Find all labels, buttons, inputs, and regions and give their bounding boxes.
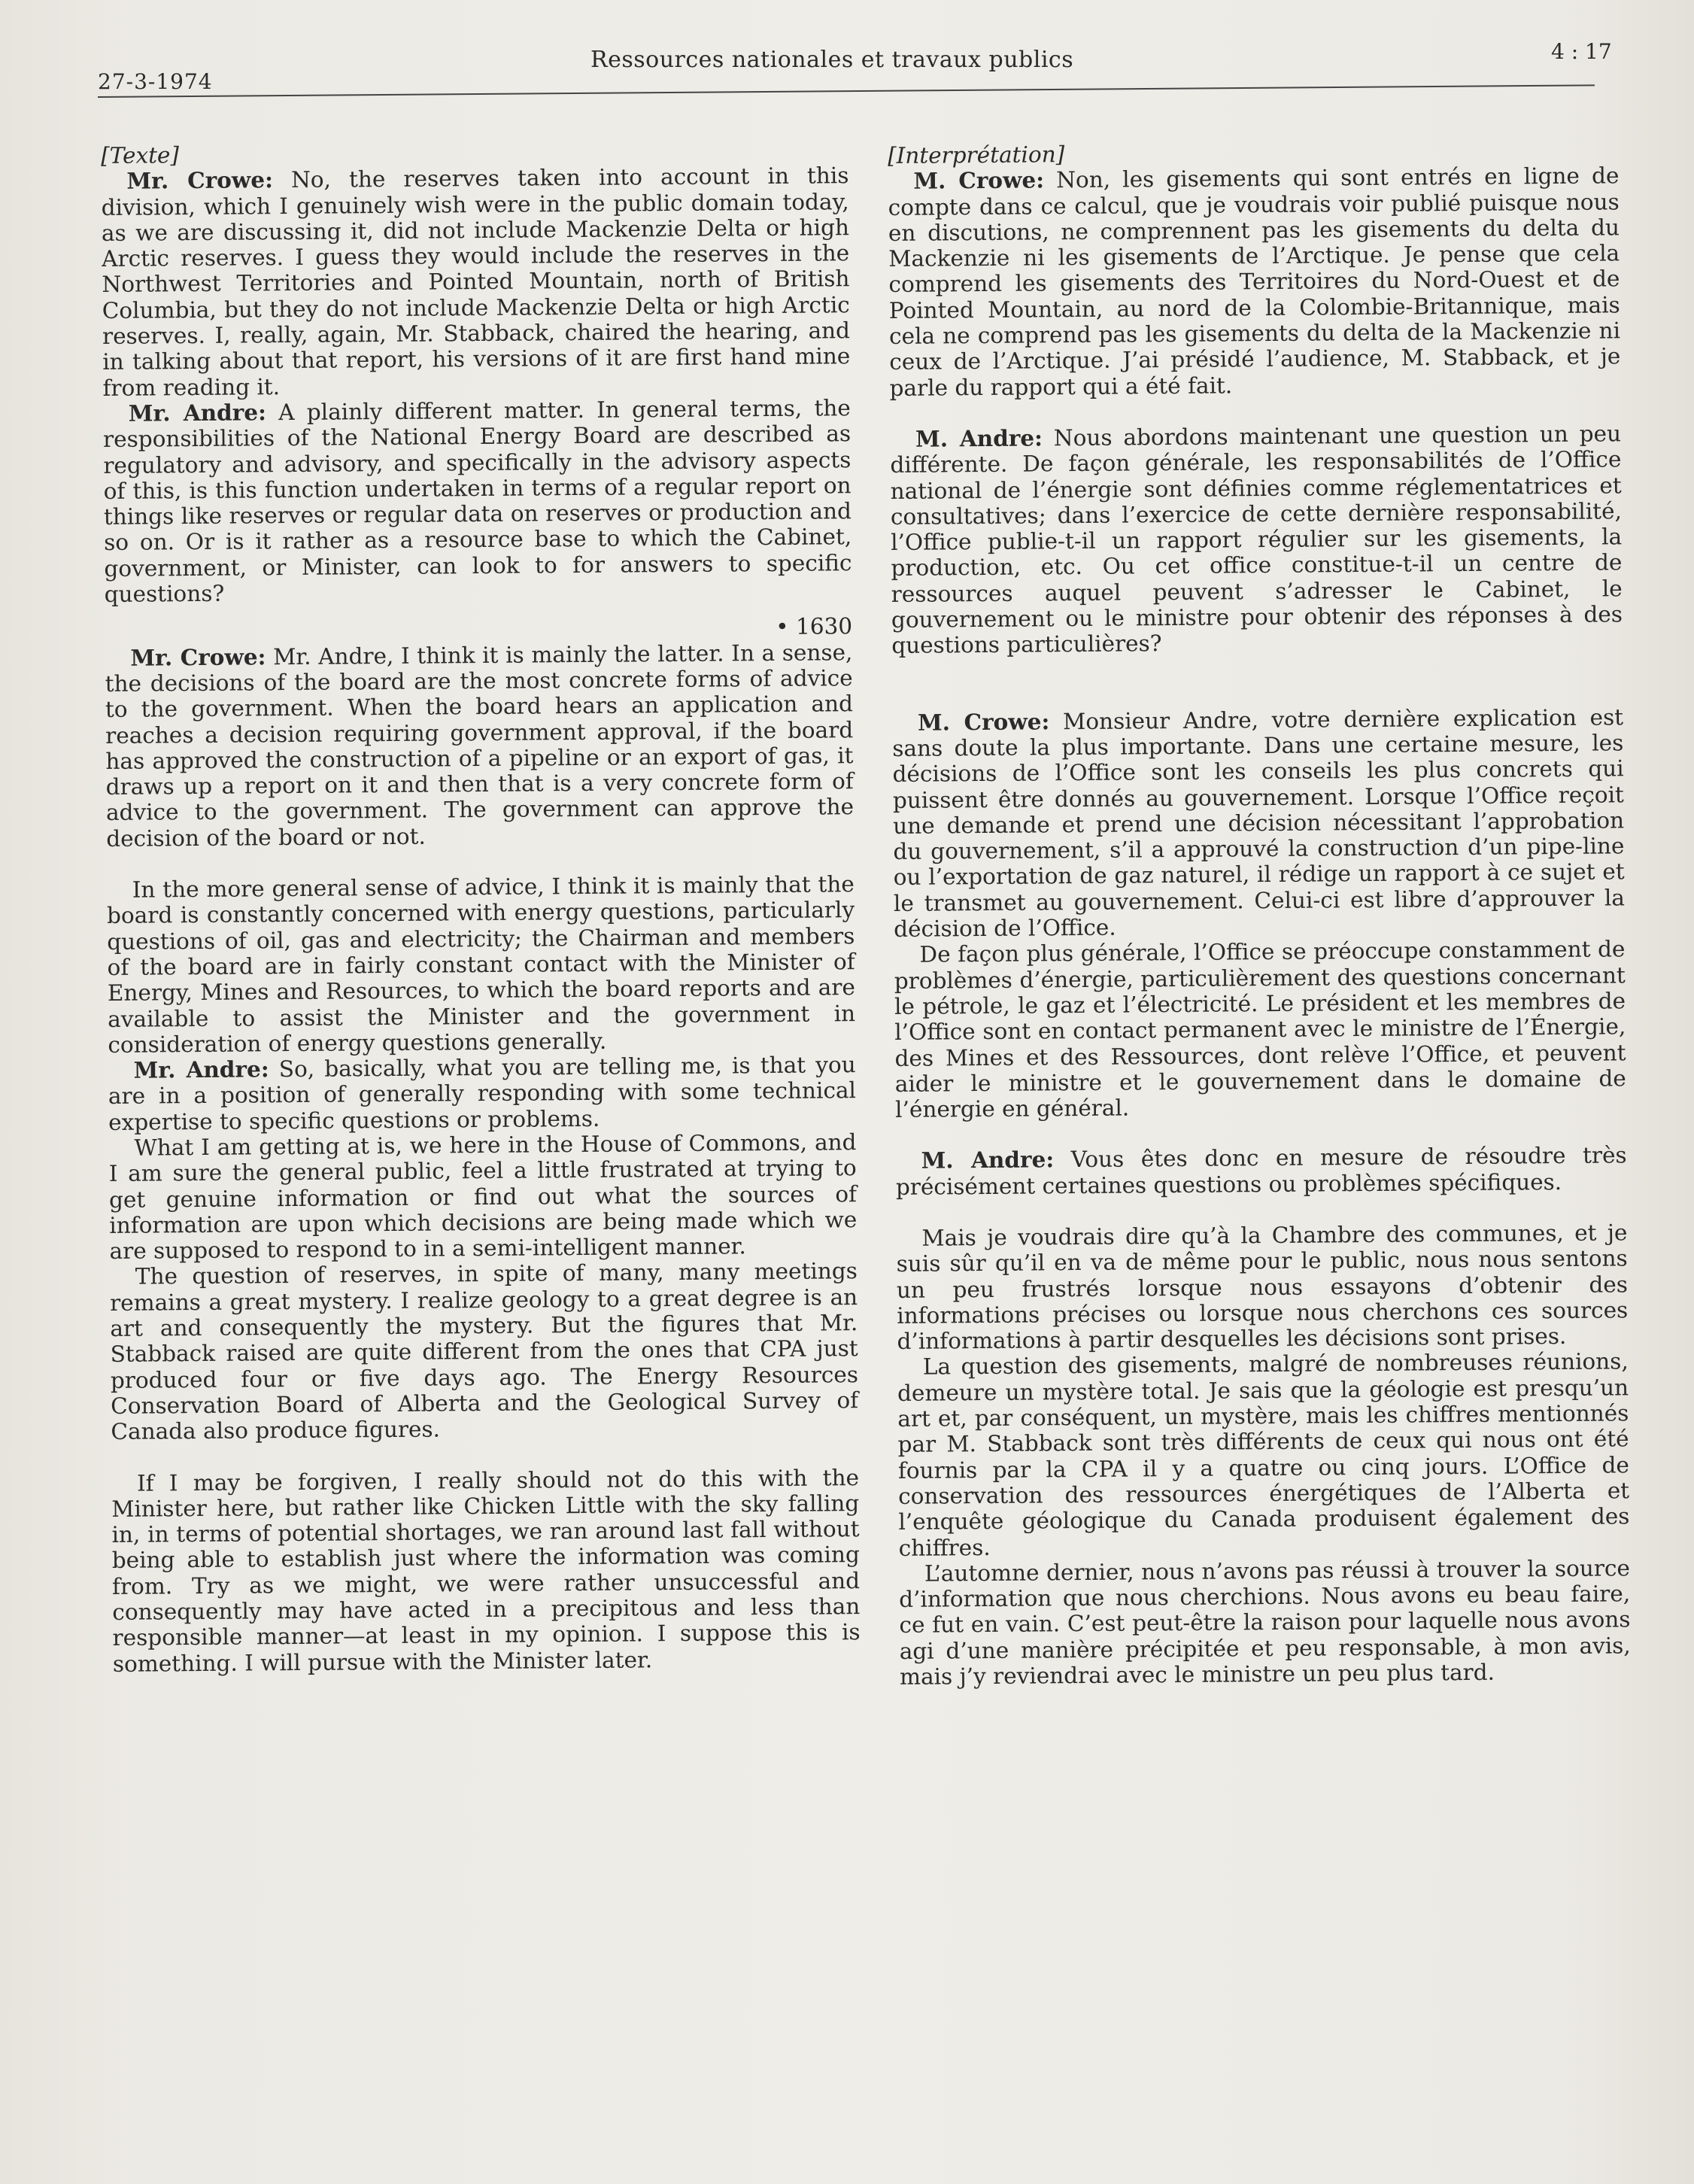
speaker-name: Mr. Crowe: xyxy=(126,166,274,195)
paragraph-text: L’automne dernier, nous n’avons pas réussi à trouver la source d’information que nous cherchions. Nous avons eu beau faire, ce fut en vain. C’est peut-être la raison pour laquelle nous avons agi d’une manière précipitée et peu responsable, à mon avis, mais j’y reviendrai avec le ministre un peu plus tard. xyxy=(899,1555,1631,1690)
header-rule xyxy=(98,84,1595,98)
paragraph-text: Mais je voudrais dire qu’à la Chambre des communes, et je suis sûr qu’il en va de même pour le public, nous nous sentons un peu frustrés lorsque nous essayons d’obtenir des informations précises ou lorsque nous cherchons ces sources d’informations à partir desquelles les décisions sont prises. xyxy=(896,1220,1629,1355)
time-marker: • 1630 xyxy=(776,613,853,640)
paragraph-text: No, the reserves taken into account in this division, which I genuinely wish were in the public domain today, as we are discussing it, did not include Mackenzie Delta or high Arctic reserves. I guess they would include the reserves in the Northwest Territories and Pointed Mountain, north of British Columbia, but they do not include Mackenzie Delta or high Arctic reserves. I, really, again, Mr. Stabback, chaired the hearing, and in talking about that report, his versions of it are first hand mine from reading it. xyxy=(101,163,851,401)
right-group-1 xyxy=(888,163,1620,401)
paragraph-text: Non, les gisements qui sont entrés en ligne de compte dans ce calcul, que je voudrais voir publié puisque nous en discutions, ne comprennent pas les gisements du delta du Mackenzie ni les gisements de l’Arctique. Je pense que cela comprend les gisements des Territoires du Nord-Ouest et de Pointed Mountain, au nord de la Colombie-Britannique, mais cela ne comprend pas les gisements du delta de la Mackenzie ni ceux de l’Arctique. J’ai présidé l’audience, M. Stabback, et je parle du rapport qui a été fait. xyxy=(888,163,1621,401)
paragraph xyxy=(101,163,850,400)
paragraph xyxy=(107,871,856,1058)
left-group-2 xyxy=(105,639,854,852)
paragraph xyxy=(108,1052,857,1135)
speaker-name: M. Andre: xyxy=(921,1146,1055,1174)
paragraph-text: La question des gisements, malgré de nombreuses réunions, demeure un mystère total. Je sais que la géologie est presqu’un art et, par conséquent, un mystère, mais les chiffres mentionnés par M. Stabback sont très différents de ceux qui nous ont été fournis par la CPA il y a quatre ou cinq jours. L’Office de conservation des ressources énergétiques de l’Alberta et l’enquête géologique du Canada produisent également des chiffres. xyxy=(897,1348,1630,1561)
right-group-3 xyxy=(892,704,1626,1122)
paragraph xyxy=(896,1220,1628,1354)
paragraph-text: A plainly different matter. In general terms, the responsibilities of the National Energy Board are described as regulatory and advisory, and specifically in the advisory aspects of this, is this function undertaken in terms of a regular report on things like reserves or regular data on reserves or production and so on. Or is it rather as a resource base to which the Cabinet, government, or Minister, can look to for answers to specific questions? xyxy=(102,395,852,608)
left-column-english xyxy=(101,137,861,1677)
header-date: 27-3-1974 xyxy=(98,69,213,94)
speaker-name: M. Andre: xyxy=(915,424,1043,452)
speaker-name: Mr. Crowe: xyxy=(130,642,266,671)
paragraph-text: De façon plus générale, l’Office se préoccupe constamment de problèmes d’énergie, particulièrement des questions concernant le pétrole, le gaz et l’électricité. Le président et les membres de l’Office sont en contact permanent avec le ministre de l’Énergie, des Mines et des Ressources, dont relève l’Office, et peuvent aider le ministre et le gouvernement dans le domaine de l’énergie en général. xyxy=(894,936,1626,1123)
right-group-2 xyxy=(890,421,1623,658)
paragraph-text: Nous abordons maintenant une question un peu différente. De façon générale, les responsabilités de l’Office national de l’énergie sont définies comme réglementatrices et consultatives; dans l’exercice de cette dernière responsabilité, l’Office publie-t-il un rapport régulier sur les gisements, la production, etc. Ou cet office constitue-t-il un centre de ressources auquel peuvent s’adresser le Cabinet, le gouvernement ou le ministre pour obtenir des réponses à des questions particulières? xyxy=(890,421,1623,659)
left-group-3 xyxy=(107,871,859,1444)
paragraph xyxy=(110,1259,859,1445)
paragraph-text: The question of reserves, in spite of many, many meetings remains a great mystery. I realize geology to a great degree is an art and consequently the mystery. But the figures that Mr. Stabback raised are quite different from the ones that CPA just produced four or five days ago. The Energy Resources Conservation Board of Alberta and the Geological Survey of Canada also produce figures. xyxy=(109,1258,859,1445)
paragraph-text: Monsieur Andre, votre dernière explication est sans doute la plus importante. Dans une certaine mesure, les décisions de l’Office sont les conseils les plus concrets qui puissent être donnés au gouvernement. Lorsque l’Office reçoit une demande et prend une décision nécessitant l’approbation du gouvernement, s’il a approuvé la construction d’un pipe-line ou l’exportation de gaz naturel, il rédige un rapport à ce sujet et le transmet au gouvernement. Celui-ci est libre d’approuver la décision de l’Office. xyxy=(892,703,1626,942)
paragraph xyxy=(899,1555,1631,1690)
speaker-name: M. Crowe: xyxy=(913,166,1045,195)
paragraph xyxy=(105,639,854,852)
paragraph-text: So, basically, what you are telling me, is that you are in a position of generally responding with some technical expertise to specific questions or problems. xyxy=(108,1052,857,1135)
paragraph-text: If I may be forgiven, I really should not do this with the Minister here, but rather like Chicken Little with the sky falling in, in terms of potential shortages, we ran around last fall without being able to establish just where the information was coming from. Try as we might, we were rather unsuccessful and consequently may have acted in a precipitous and less than responsible manner—at least in my opinion. I suppose this is something. I will pursue with the Minister later. xyxy=(111,1464,861,1677)
header-page-number: 4 : 17 xyxy=(1551,39,1612,64)
speaker-name: Mr. Andre: xyxy=(133,1056,269,1083)
right-group-5 xyxy=(896,1220,1631,1690)
paragraph xyxy=(892,704,1625,942)
paragraph xyxy=(111,1465,861,1677)
paragraph xyxy=(103,395,852,607)
speaker-name: Mr. Andre: xyxy=(128,399,267,427)
paragraph-text: In the more general sense of advice, I think it is mainly that the board is constantly concerned with energy questions, particularly questions of oil, gas and electricity; the Chairman and members of the board are in fairly constant contact with the Minister of Energy, Mines and Resources, to which the board reports and are available to assist the Minister and the government in consideration of energy questions generally. xyxy=(106,871,856,1058)
paragraph xyxy=(897,1349,1630,1561)
left-group-4 xyxy=(111,1465,861,1677)
paragraph-text: What I am getting at is, we here in the House of Commons, and I am sure the general public, feel a little frustrated at trying to get genuine information or find out what the sources of information are upon which decisions are being made which we are supposed to respond to in a semi-intelligent manner. xyxy=(108,1129,858,1265)
paragraph-text: Vous êtes donc en mesure de résoudre très précisément certaines questions ou problèmes spécifiques. xyxy=(895,1142,1627,1200)
paragraph xyxy=(888,163,1620,401)
paragraph-text: Mr. Andre, I think it is mainly the latter. In a sense, the decisions of the board are the most concrete forms of advice to the government. When the board hears an application and reaches a decision requiring government approval, if the board has approved the construction of a pipeline or an export of gas, it draws up a report on it and then that is a very concrete form of advice to the government. The government can approve the decision of the board or not. xyxy=(105,639,855,852)
header-title: Ressources nationales et travaux publics xyxy=(590,47,1074,73)
speaker-name: M. Crowe: xyxy=(917,707,1050,736)
language-label: [Interprétation] xyxy=(888,141,1065,169)
right-column-french xyxy=(888,137,1631,1690)
language-label: [Texte] xyxy=(101,142,180,169)
paragraph xyxy=(890,421,1623,658)
left-group-1 xyxy=(101,163,852,607)
paragraph xyxy=(108,1129,857,1264)
paragraph xyxy=(894,937,1626,1123)
page-header xyxy=(0,0,1694,120)
paragraph xyxy=(895,1143,1627,1200)
right-group-4 xyxy=(895,1143,1627,1200)
